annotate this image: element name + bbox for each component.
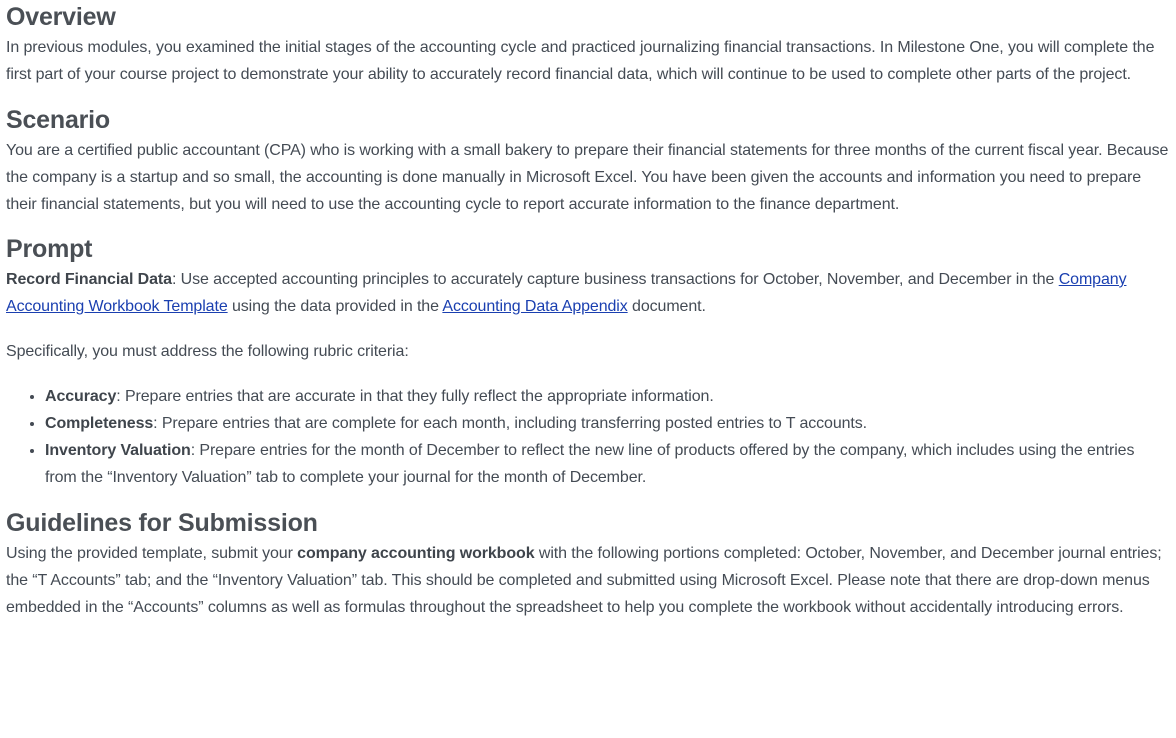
record-financial-data-label: Record Financial Data [6,271,172,288]
guidelines-text-2: with the following portions completed: October, November, and December journal entries; the “T Accounts” tab; and the “Inventory Valuation” tab. This should be completed and submitted using Microsoft Excel. Please note that there are drop-down menus embedded in the “Accounts” columns as well as formulas throughout the spreadsheet to help you complete the workbook without accidentally introducing errors. [6,545,1162,616]
scenario-section [6,103,1170,218]
criteria-intro: Specifically, you must address the following rubric criteria: [6,343,409,360]
guidelines-bold: company accounting workbook [297,545,535,562]
prompt-section [6,232,1170,491]
scenario-paragraph: You are a certified public accountant (CPA) who is working with a small bakery to prepare their financial statements for three months of the current fiscal year. Because the company is a startup and so small, the accounting is done manually in Microsoft Excel. You have been given the accounts and information you need to prepare their financial statements, but you will need to use the accounting cycle to report accurate information to the finance department. [6,142,1169,213]
guidelines-section [6,506,1170,621]
list-item [45,437,1170,491]
record-text-1: : Use accepted accounting principles to accurately capture business transactions for October, November, and December in the [171,271,1059,288]
criterion-label: Inventory Valuation [45,442,191,459]
criterion-label: Completeness [45,415,154,432]
scenario-heading: Scenario [6,106,111,134]
criterion-label: Accuracy [45,388,117,405]
overview-paragraph: In previous modules, you examined the initial stages of the accounting cycle and practiced journalizing financial transactions. In Milestone One, you will complete the first part of your course project to demonstrate your ability to accurately record financial data, which will continue to be used to complete other parts of the project. [6,39,1155,83]
criterion-text: : Prepare entries for the month of December to reflect the new line of products offered by the company, which includes using the entries from the “Inventory Valuation” tab to complete your journal for the month of December. [45,442,1135,486]
guidelines-text-1: Using the provided template, submit your [6,545,298,562]
record-text-3: document. [627,298,706,315]
record-text-2: using the data provided in the [227,298,443,315]
workbook-template-link[interactable]: Company Accounting Workbook Template [6,271,1127,315]
list-item [45,383,1170,410]
criterion-text: : Prepare entries that are complete for each month, including transferring posted entries to T accounts. [153,415,868,432]
overview-heading: Overview [6,3,116,31]
guidelines-paragraph [6,540,1170,621]
accounting-data-appendix-link[interactable]: Accounting Data Appendix [442,298,628,315]
overview-section [6,0,1170,88]
criterion-text: : Prepare entries that are accurate in that they fully reflect the appropriate information. [116,388,714,405]
record-financial-data-paragraph [6,266,1170,320]
prompt-heading: Prompt [6,235,93,263]
rubric-criteria-list [6,383,1170,491]
list-item [45,410,1170,437]
guidelines-heading: Guidelines for Submission [6,509,318,537]
